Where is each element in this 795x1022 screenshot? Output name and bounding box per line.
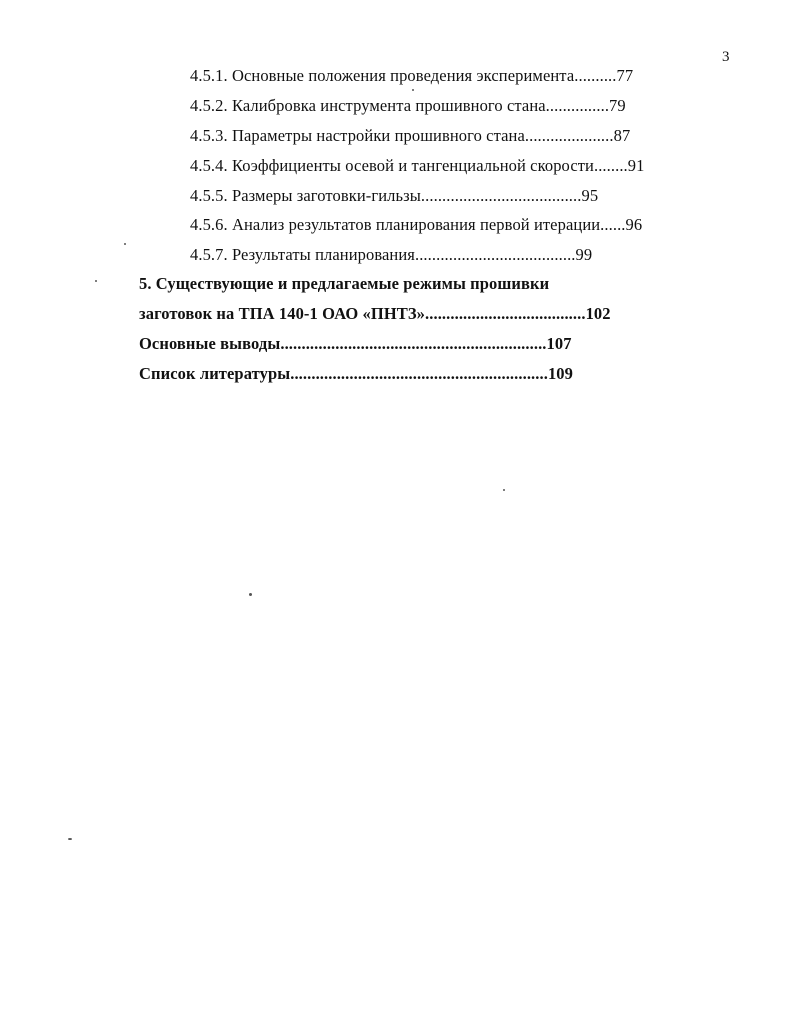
toc-entry-references: Список литературы.............................................................109 [139, 364, 573, 383]
scan-speck [124, 243, 126, 245]
scan-speck [503, 489, 505, 491]
toc-entry-4-5-1: 4.5.1. Основные положения проведения эксперимента..........77 [190, 66, 634, 85]
toc-entry-4-5-2: 4.5.2. Калибровка инструмента прошивного стана...............79 [190, 96, 626, 115]
toc-entry-conclusions: Основные выводы...............................................................107 [139, 334, 572, 353]
toc-entry-4-5-5: 4.5.5. Размеры заготовки-гильзы......................................95 [190, 186, 599, 205]
scan-speck [249, 593, 252, 596]
toc-entry-4-5-7: 4.5.7. Результаты планирования......................................99 [190, 245, 593, 264]
toc-entry-4-5-3: 4.5.3. Параметры настройки прошивного стана.....................87 [190, 126, 631, 145]
scan-speck [95, 280, 97, 282]
toc-entry-chapter-5-line-2: заготовок на ТПА 140-1 ОАО «ПНТЗ»......................................102 [139, 304, 611, 323]
toc-entry-chapter-5-line-1: 5. Существующие и предлагаемые режимы прошивки [139, 274, 550, 293]
toc-entry-4-5-4: 4.5.4. Коэффициенты осевой и тангенциальной скорости........91 [190, 156, 645, 175]
toc-entry-4-5-6: 4.5.6. Анализ результатов планирования первой итерации......96 [190, 215, 643, 234]
scan-speck [412, 89, 414, 91]
page-number: 3 [722, 49, 730, 65]
scan-speck [68, 838, 72, 840]
